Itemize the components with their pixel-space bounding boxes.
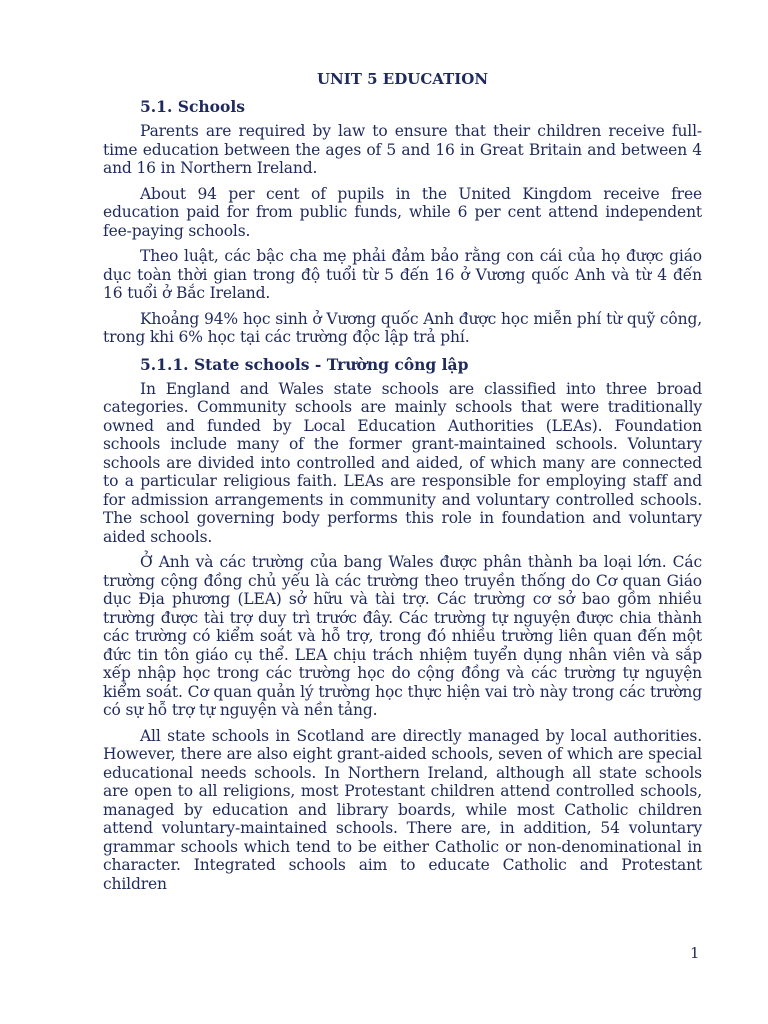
- page-title: UNIT 5 EDUCATION: [316, 70, 489, 88]
- paragraph-england-wales-vi: Ở Anh và các trường của bang Wales được phân thành ba loại lớn. Các trường cộng đồng chủ yếu là các trường theo truyền thống do Cơ quan Giáo dục Địa phương (LEA) sở hữu và tài trợ. Các trường cơ sở bao gồm nhiều trường được tài trợ duy trì trước đây. Các trường tự nguyện được chia thành các trường có kiểm soát và hỗ trợ, trong đó nhiều trường liên quan đến một đức tin tôn giáo cụ thể. LEA chịu trách nhiệm tuyển dụng nhân viên và sắp xếp nhập học trong các trường học do cộng đồng và các trường tự nguyện kiểm soát. Cơ quan quản lý trường học thực hiện vai trò này trong các trường có sự hỗ trợ tự nguyện và nền tảng.: [103, 553, 702, 719]
- section-heading: 5.1. Schools: [140, 97, 245, 116]
- document-page: [103, 68, 702, 900]
- paragraph-free-education-vi: Khoảng 94% học sinh ở Vương quốc Anh được học miễn phí từ quỹ công, trong khi 6% học tại các trường độc lập trả phí.: [103, 309, 702, 346]
- paragraph-legal-requirement-vi: Theo luật, các bậc cha mẹ phải đảm bảo rằng con cái của họ được giáo dục toàn thời gian trong độ tuổi từ 5 đến 16 ở Vương quốc Anh và từ 4 đến 16 tuổi ở Bắc Ireland.: [103, 247, 702, 302]
- paragraph-free-education: About 94 per cent of pupils in the United Kingdom receive free education paid for from public funds, while 6 per cent attend independent fee-paying schools.: [103, 184, 702, 240]
- subsection-heading: 5.1.1. State schools - Trường công lập: [140, 354, 469, 374]
- paragraph-scotland-ni: All state schools in Scotland are directly managed by local authorities. However, there are also eight grant-aided schools, seven of which are special educational needs schools. In Northern Ireland, although all state schools are open to all religions, most Protestant children attend controlled schools, managed by education and library boards, while most Catholic children attend voluntary-maintained schools. There are, in addition, 54 voluntary grammar schools which tend to be either Catholic or non-denominational in character. Integrated schools aim to educate Catholic and Protestant children: [103, 726, 702, 893]
- page-number: 1: [690, 944, 700, 962]
- paragraph-england-wales: In England and Wales state schools are classified into three broad categories. Community schools are mainly schools that were traditionally owned and funded by Local Education Authorities (LEAs). Foundation schools include many of the former grant-maintained schools. Voluntary schools are divided into controlled and aided, of which many are connected to a particular religious faith. LEAs are responsible for employing staff and for admission arrangements in community and voluntary controlled schools. The school governing body performs this role in foundation and voluntary aided schools.: [103, 379, 702, 546]
- paragraph-legal-requirement: Parents are required by law to ensure that their children receive full-time education between the ages of 5 and 16 in Great Britain and between 4 and 16 in Northern Ireland.: [103, 122, 702, 177]
